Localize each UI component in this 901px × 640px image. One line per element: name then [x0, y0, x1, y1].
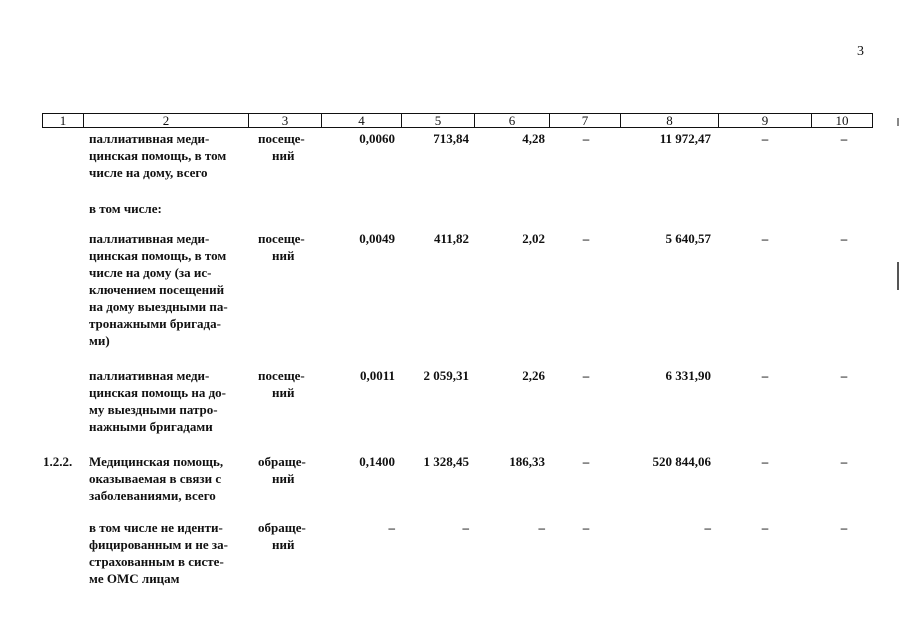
table-row-0-col9: –	[761, 131, 769, 146]
table-row-2-col9: –	[761, 231, 769, 246]
table-row-2-name: паллиативная меди- цинская помощь, в том числе на дому (за ис- ключением посещений на дому выездными па- тронажными бригада- ми)	[89, 231, 228, 348]
table-row-2-unit: посеще- ний	[258, 231, 305, 263]
table-row-3-col10: –	[840, 368, 848, 383]
table-row-5-col10: –	[840, 520, 848, 535]
table-row-4-col8: 520 844,06	[652, 454, 711, 469]
table-row-2-col10: –	[840, 231, 848, 246]
table-row-2-col8: 5 640,57	[665, 231, 711, 246]
table-row-5-col7: –	[582, 520, 590, 535]
table-row-4-col4: 0,1400	[359, 454, 395, 469]
table-row-0-col5: 713,84	[433, 131, 469, 146]
header-col-7: 7	[550, 114, 621, 127]
table-row-3-unit: посеще- ний	[258, 368, 305, 400]
table-row-2-col4: 0,0049	[359, 231, 395, 246]
table-row-3-col5: 2 059,31	[423, 368, 469, 383]
scan-edge-tick	[897, 118, 899, 126]
table-row-3-col9: –	[761, 368, 769, 383]
table-row-3-name: паллиативная меди- цинская помощь на до- му выездными патро- нажными бригадами	[89, 368, 226, 434]
table-row-4-col7: –	[582, 454, 590, 469]
table-row-2-col5: 411,82	[433, 231, 469, 246]
table-row-4-name: Медицинская помощь, оказываемая в связи с заболеваниями, всего	[89, 454, 224, 503]
header-col-8: 8	[621, 114, 719, 127]
table-row-4-col5: 1 328,45	[423, 454, 469, 469]
table-row-4-unit: обраще- ний	[258, 454, 306, 486]
table-row-4-col6: 186,33	[509, 454, 545, 469]
table-row-0-col10: –	[840, 131, 848, 146]
table-row-3-col4: 0,0011	[359, 368, 395, 383]
header-col-10: 10	[835, 113, 849, 128]
table-row-0-name: паллиативная меди- цинская помощь, в том числе на дому, всего	[89, 131, 227, 180]
table-header-row	[42, 113, 873, 128]
table-row-0-col4: 0,0060	[359, 131, 395, 146]
table-row-5-col9: –	[761, 520, 769, 535]
table-row-1-name: в том числе:	[89, 201, 162, 216]
scan-edge-mark	[897, 262, 899, 290]
table-row-3-col8: 6 331,90	[665, 368, 711, 383]
table-row-0-col7: –	[582, 131, 590, 146]
table-row-2-col6: 2,02	[522, 231, 545, 246]
header-col-9: 9	[719, 114, 812, 127]
table-row-0-col6: 4,28	[522, 131, 545, 146]
table-row-3-col7: –	[582, 368, 590, 383]
header-col-5: 5	[402, 114, 475, 127]
table-row-4-col10: –	[840, 454, 848, 469]
table-row-3-col6: 2,26	[522, 368, 545, 383]
table-row-5-unit: обраще- ний	[258, 520, 306, 552]
header-col-2: 2	[84, 114, 249, 127]
table-row-4-col9: –	[761, 454, 769, 469]
table-row-5-col8: –	[704, 520, 711, 535]
page-number: 3	[857, 44, 864, 59]
table-row-5-name: в том числе не иденти- фицированным и не за- страхованным в систе- ме ОМС лицам	[89, 520, 228, 586]
table-row-2-col7: –	[582, 231, 590, 246]
header-col-6: 6	[475, 114, 550, 127]
table-row-0-col8: 11 972,47	[659, 131, 711, 146]
table-row-5-col4: –	[388, 520, 395, 535]
table-row-0-unit: посеще- ний	[258, 131, 305, 163]
header-col-3: 3	[249, 114, 322, 127]
header-col-4: 4	[322, 114, 402, 127]
table-row-4-code: 1.2.2.	[43, 454, 73, 469]
table-row-5-col6: –	[538, 520, 545, 535]
header-col-1: 1	[43, 114, 84, 127]
table-row-5-col5: –	[462, 520, 469, 535]
